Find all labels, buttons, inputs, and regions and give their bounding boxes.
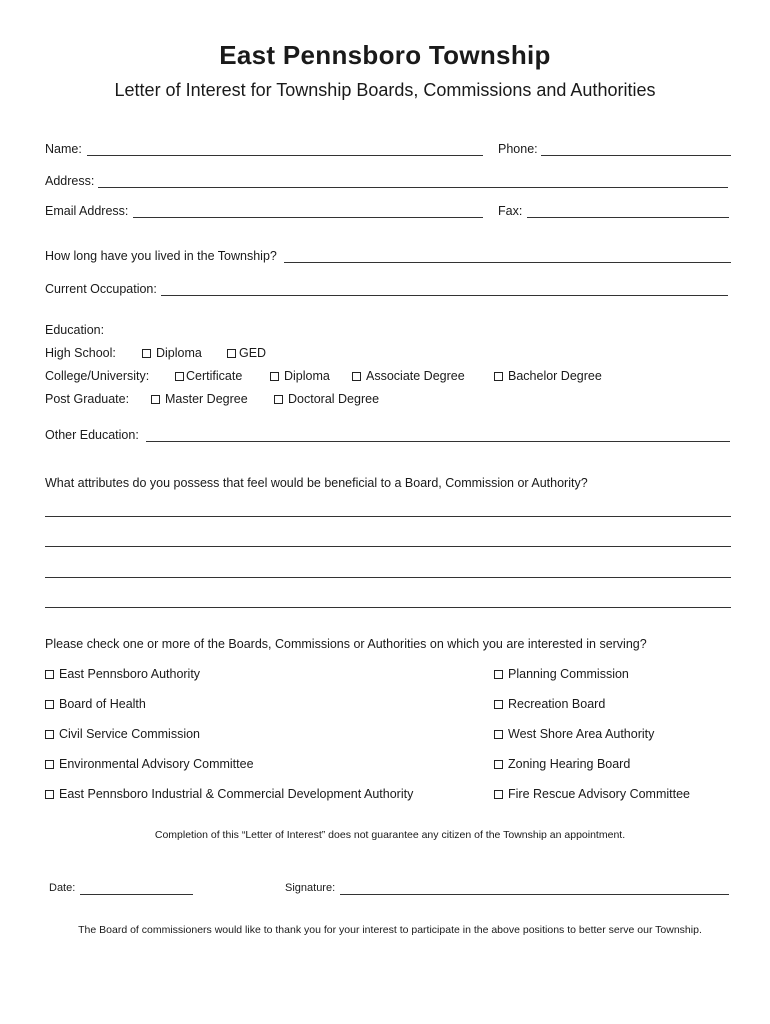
- checkbox-board-right-2[interactable]: [494, 697, 605, 711]
- checkbox-icon: [151, 395, 160, 404]
- checkbox-college-associate[interactable]: [352, 369, 465, 383]
- email-field[interactable]: [133, 217, 483, 218]
- date-label: Date:: [49, 882, 76, 894]
- fax-field[interactable]: [527, 217, 729, 218]
- option-label: Diploma: [284, 369, 330, 383]
- education-heading: Education:: [45, 323, 105, 337]
- option-label: Diploma: [156, 346, 202, 360]
- checkbox-icon: [494, 700, 503, 709]
- address-label: Address:: [45, 174, 95, 188]
- option-label: Zoning Hearing Board: [508, 757, 631, 771]
- disclaimer-text: Completion of this “Letter of Interest” does not guarantee any citizen of the Township an appointment.: [154, 829, 626, 841]
- attributes-line[interactable]: [45, 546, 731, 547]
- attributes-line[interactable]: [45, 607, 731, 608]
- checkbox-college-certificate[interactable]: [175, 369, 242, 383]
- signature-field[interactable]: [340, 894, 729, 895]
- option-label: West Shore Area Authority: [508, 727, 655, 741]
- checkbox-board-left-5[interactable]: [45, 787, 413, 801]
- option-label: Master Degree: [165, 392, 248, 406]
- page-title: East Pennsboro Township: [219, 40, 551, 70]
- checkbox-icon: [274, 395, 283, 404]
- checkbox-icon: [45, 700, 54, 709]
- occupation-field[interactable]: [161, 295, 728, 296]
- checkbox-board-right-3[interactable]: [494, 727, 654, 741]
- checkbox-college-diploma[interactable]: [270, 369, 330, 383]
- checkbox-icon: [227, 349, 236, 358]
- checkbox-icon: [270, 372, 279, 381]
- option-label: East Pennsboro Authority: [59, 667, 201, 681]
- checkbox-icon: [494, 790, 503, 799]
- residency-label: How long have you lived in the Township?: [45, 249, 277, 263]
- option-label: Bachelor Degree: [508, 369, 602, 383]
- occupation-label: Current Occupation:: [45, 282, 157, 296]
- checkbox-board-right-1[interactable]: [494, 667, 629, 681]
- high-school-label: High School:: [45, 346, 116, 360]
- option-label: GED: [239, 346, 267, 360]
- attributes-line[interactable]: [45, 516, 731, 517]
- checkbox-icon: [45, 730, 54, 739]
- checkbox-board-right-4[interactable]: [494, 757, 630, 771]
- phone-label: Phone:: [498, 142, 538, 156]
- option-label: Associate Degree: [366, 369, 465, 383]
- fax-label: Fax:: [498, 204, 523, 218]
- option-label: East Pennsboro Industrial & Commercial Development Authority: [59, 787, 414, 801]
- checkbox-icon: [142, 349, 151, 358]
- email-label: Email Address:: [45, 204, 129, 218]
- checkbox-icon: [45, 670, 54, 679]
- checkbox-board-right-5[interactable]: [494, 787, 690, 801]
- option-label: Board of Health: [59, 697, 146, 711]
- checkbox-college-bachelor[interactable]: [494, 369, 602, 383]
- other-education-field[interactable]: [146, 441, 730, 442]
- option-label: Doctoral Degree: [288, 392, 380, 406]
- address-field[interactable]: [98, 187, 728, 188]
- checkbox-board-left-3[interactable]: [45, 727, 200, 741]
- checkbox-icon: [494, 730, 503, 739]
- option-label: Recreation Board: [508, 697, 606, 711]
- checkbox-icon: [175, 372, 184, 381]
- option-label: Environmental Advisory Committee: [59, 757, 254, 771]
- checkbox-icon: [494, 760, 503, 769]
- checkbox-hs-ged[interactable]: [227, 346, 266, 360]
- page-subtitle: Letter of Interest for Township Boards, Commissions and Authorities: [114, 80, 656, 100]
- checkbox-board-left-1[interactable]: [45, 667, 200, 681]
- checkbox-icon: [45, 790, 54, 799]
- checkbox-icon: [45, 760, 54, 769]
- option-label: Civil Service Commission: [59, 727, 200, 741]
- post-grad-label: Post Graduate:: [45, 392, 130, 406]
- college-label: College/University:: [45, 369, 150, 383]
- option-label: Planning Commission: [508, 667, 629, 681]
- checkbox-icon: [352, 372, 361, 381]
- checkbox-postgrad-doctoral[interactable]: [274, 392, 379, 406]
- signature-label: Signature:: [285, 882, 336, 894]
- other-education-label: Other Education:: [45, 428, 139, 442]
- checkbox-icon: [494, 670, 503, 679]
- residency-field[interactable]: [284, 262, 731, 263]
- boards-question: Please check one or more of the Boards, Commissions or Authorities on which you are interested in serving?: [45, 637, 647, 651]
- option-label: Fire Rescue Advisory Committee: [508, 787, 691, 801]
- name-field[interactable]: [87, 155, 483, 156]
- option-label: Certificate: [186, 369, 243, 383]
- phone-field[interactable]: [541, 155, 731, 156]
- thanks-text: The Board of commissioners would like to thank you for your interest to participate in the above positions to better serve our Township.: [78, 924, 702, 936]
- checkbox-hs-diploma[interactable]: [142, 346, 202, 360]
- checkbox-board-left-4[interactable]: [45, 757, 254, 771]
- attributes-line[interactable]: [45, 577, 731, 578]
- checkbox-icon: [494, 372, 503, 381]
- name-label: Name:: [45, 142, 82, 156]
- date-field[interactable]: [80, 894, 193, 895]
- checkbox-postgrad-master[interactable]: [151, 392, 248, 406]
- checkbox-board-left-2[interactable]: [45, 697, 146, 711]
- attributes-question: What attributes do you possess that feel would be beneficial to a Board, Commission or Authority?: [45, 476, 588, 490]
